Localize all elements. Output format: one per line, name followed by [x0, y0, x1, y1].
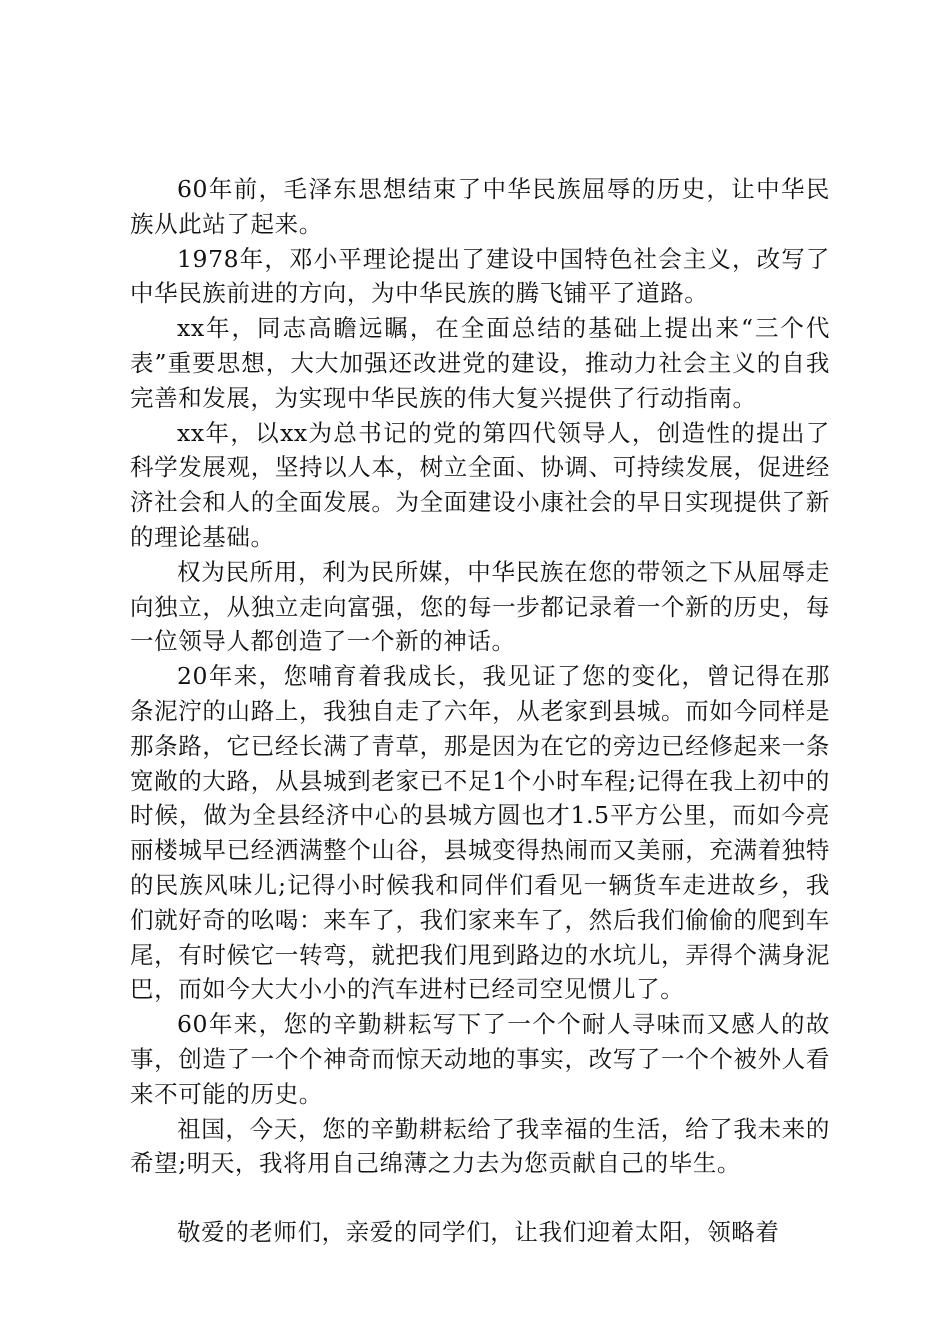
paragraph-3: xx年，同志高瞻远瞩，在全面总结的基础上提出来“三个代表”重要思想，大大加强还改进党的建设，推动力社会主义的自我完善和发展，为实现中华民族的伟大复兴提供了行动指南。 — [130, 314, 830, 412]
paragraph-1: 60年前，毛泽东思想结束了中华民族屈辱的历史，让中华民族从此站了起来。 — [130, 175, 830, 238]
paragraph-6: 20年来，您哺育着我成长，我见证了您的变化，曾记得在那条泥泞的山路上，我独自走了六年，从老家到县城。而如今同样是那条路，它已经长满了青草，那是因为在它的旁边已经修起来一条宽敞的大路，从县城到老家已不足1个小时车程;记得在我上初中的时候，做为全县经济中心的县城方圆也才1.5平方公里，而如今亮丽楼城早已经洒满整个山谷，县城变得热闹而又美丽，充满着独特的民族风味儿;记得小时候我和同伴们看见一辆货车走进故乡，我们就好奇的吆喝：来车了，我们家来车了，然后我们偷偷的爬到车尾，有时候它一转弯，就把我们甩到路边的水坑儿，弄得个满身泥巴，而如今大大小小的汽车进村已经司空见惯儿了。 — [130, 662, 830, 1004]
paragraph-9: 敬爱的老师们，亲爱的同学们，让我们迎着太阳，领略着 — [177, 1218, 780, 1247]
paragraph-2: 1978年，邓小平理论提出了建设中国特色社会主义，改写了中华民族前进的方向，为中华民族的腾飞铺平了道路。 — [130, 244, 830, 308]
paragraph-4: xx年，以xx为总书记的党的第四代领导人，创造性的提出了科学发展观，坚持以人本，树立全面、协调、可持续发展，促进经济社会和人的全面发展。为全面建设小康社会的早日实现提供了新的理论基础。 — [130, 418, 830, 551]
paragraph-spacer — [130, 1181, 830, 1215]
paragraph-8: 祖国，今天，您的辛勤耕耘给了我幸福的生活，给了我未来的希望;明天，我将用自己绵薄之力去为您贡献自己的毕生。 — [130, 1114, 830, 1178]
document-body — [130, 172, 830, 1250]
paragraph-5: 权为民所用，利为民所媒，中华民族在您的带领之下从屈辱走向独立，从独立走向富强，您的每一步都记录着一个新的历史，每一位领导人都创造了一个新的神话。 — [130, 557, 830, 656]
paragraph-7: 60年来，您的辛勤耕耘写下了一个个耐人寻味而又感人的故事，创造了一个个神奇而惊天动地的事实，改写了一个个被外人看来不可能的历史。 — [130, 1010, 830, 1108]
